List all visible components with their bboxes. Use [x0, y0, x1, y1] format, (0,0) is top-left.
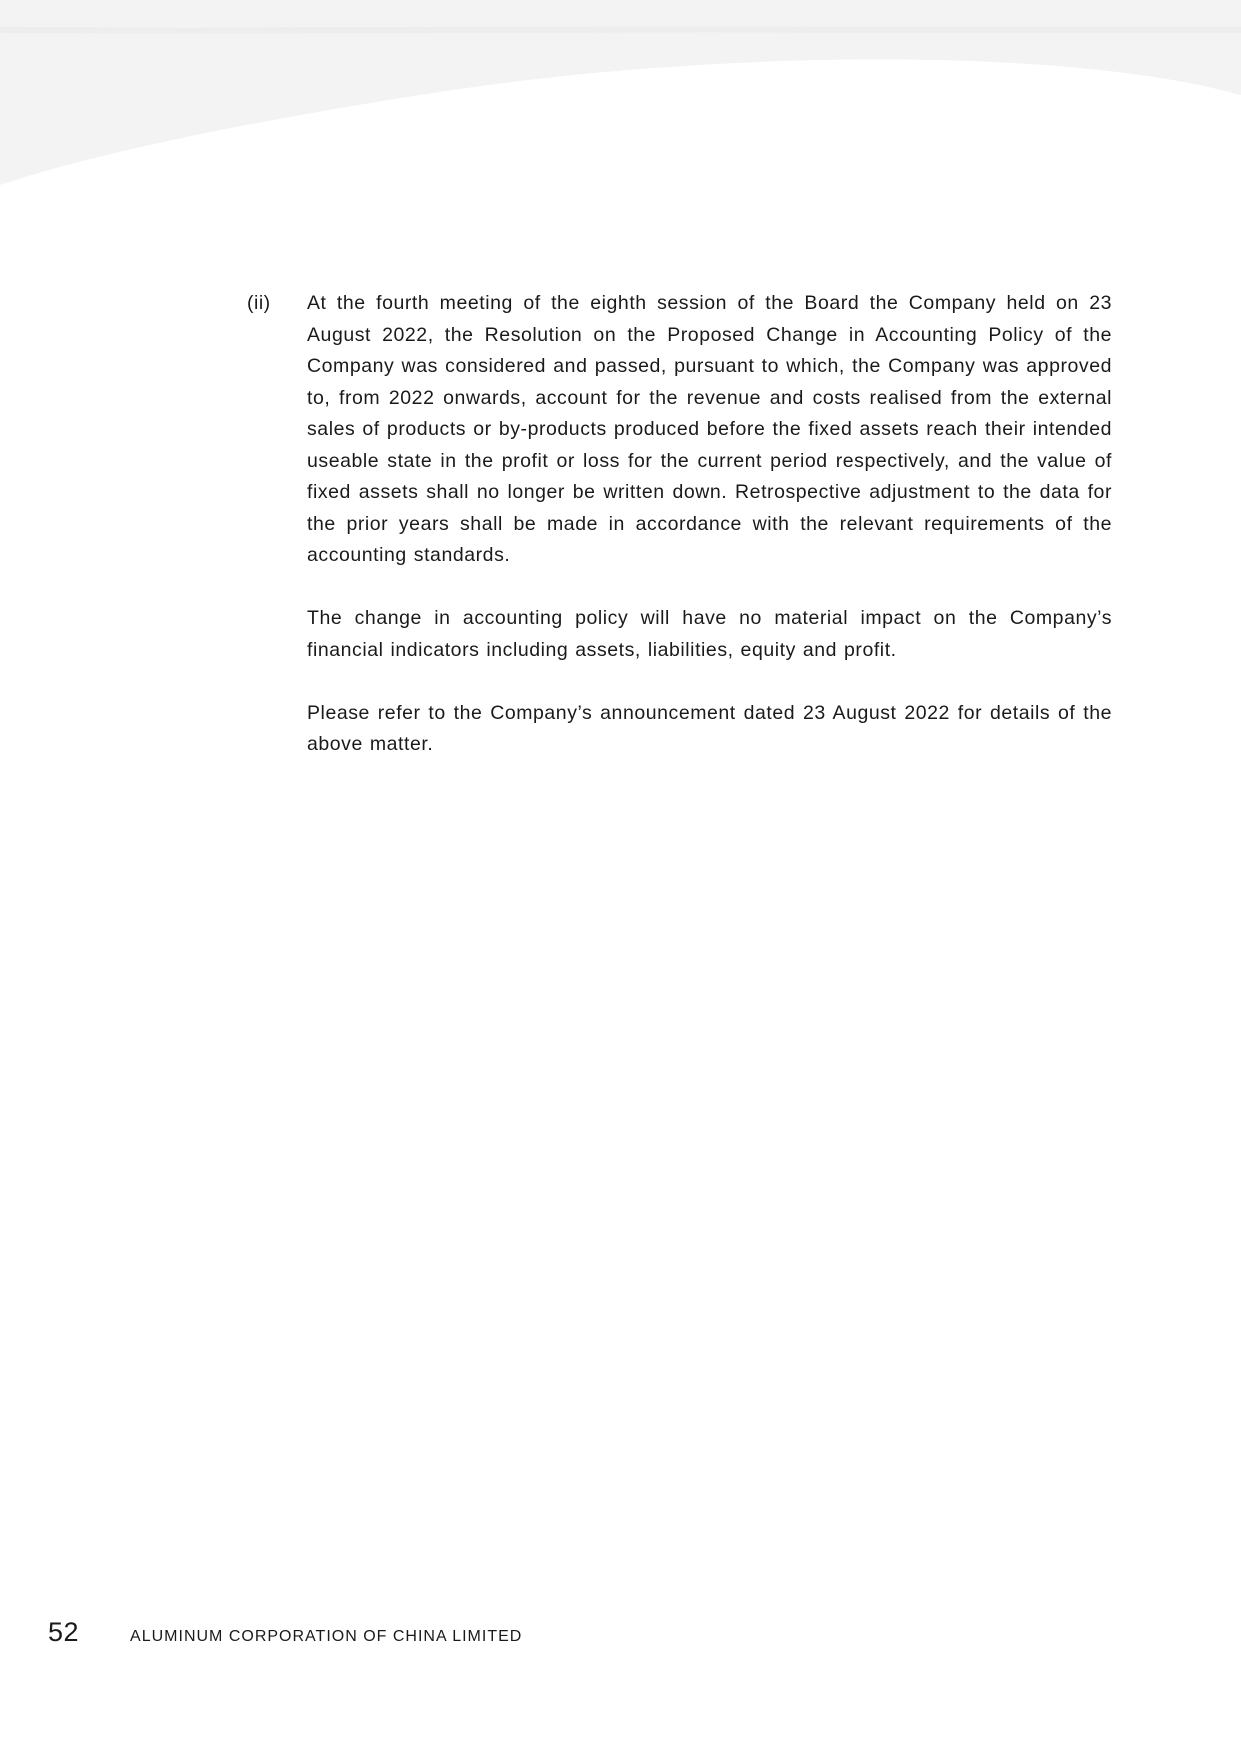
page-number: 52: [48, 1617, 80, 1647]
list-marker: (ii): [247, 292, 271, 314]
paragraph-impact: The change in accounting policy will have no material impact on the Company’s financial indicators including assets, liabilities, equity and profit.: [307, 607, 1112, 661]
list-item-ii: [247, 288, 1112, 792]
paragraph-resolution: At the fourth meeting of the eighth session of the Board the Company held on 23 August 2022, the Resolution on the Proposed Change in Accounting Policy of the Company was considered and passed, pursuant to which, the Company was approved to, from 2022 onwards, account for the revenue and costs realised from the external sales of products or by-products produced before the fixed assets reach their intended useable state in the profit or loss for the current period respectively, and the value of fixed assets shall no longer be written down. Retrospective adjustment to the data for the prior years shall be made in accordance with the relevant requirements of the accounting standards.: [307, 292, 1112, 566]
header-decorative-band: [0, 0, 1241, 200]
page-footer: [48, 1617, 522, 1648]
document-body: [247, 288, 1112, 792]
company-name: ALUMINUM CORPORATION OF CHINA LIMITED: [130, 1628, 523, 1645]
paragraph-reference: Please refer to the Company’s announcement dated 23 August 2022 for details of the above matter.: [307, 701, 1112, 755]
list-item-body: [307, 288, 1112, 792]
